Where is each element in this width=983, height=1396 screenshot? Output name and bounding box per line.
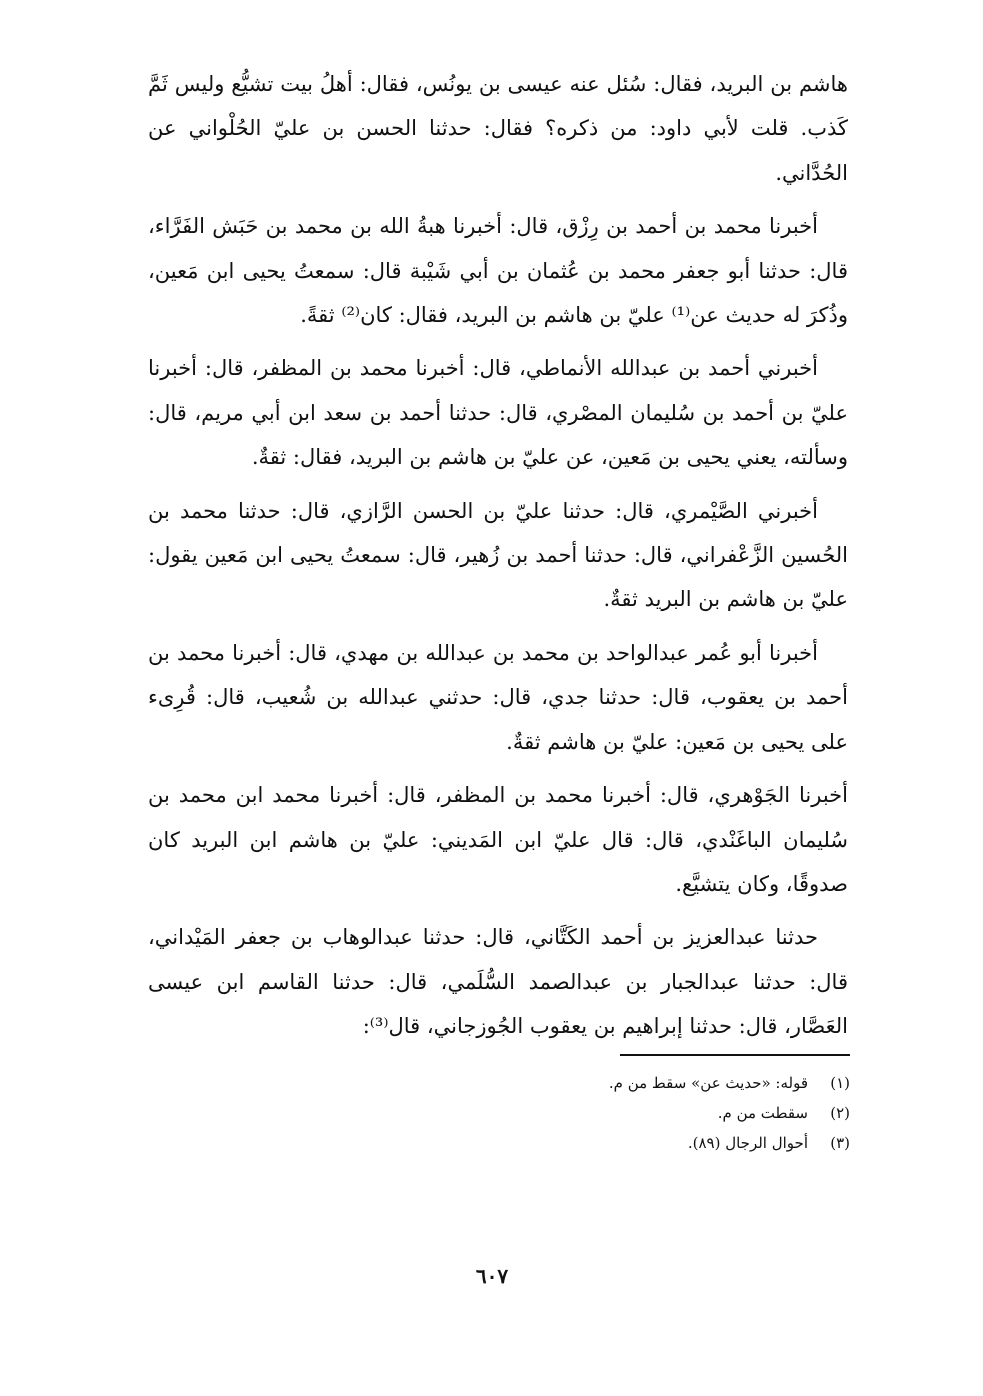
paragraph-4: أخبرني الصَّيْمري، قال: حدثنا عليّ بن الحسن الرَّازي، قال: حدثنا محمد بن الحُسين الزَّعْفراني، قال: حدثنا أحمد بن زُهير، قال: سمعتُ يحيى ابن مَعين يقول: عليّ بن هاشم بن البريد ثقةٌ. [148, 498, 848, 612]
page-number: ٦٠٧ [475, 1264, 509, 1288]
paragraph-6: أخبرنا الجَوْهري، قال: أخبرنا محمد بن المظفر، قال: أخبرنا محمد ابن محمد بن سُليمان الباغَنْدي، قال: قال عليّ ابن المَديني: عليّ بن هاشم ابن البريد كان صدوقًا، وكان يتشيَّع. [148, 783, 848, 896]
footnote-number: (٣) [830, 1134, 850, 1152]
footnote-1 [420, 1068, 850, 1098]
footnotes [420, 1068, 850, 1158]
footnote-text: قوله: «حديث عن» سقط من م. [608, 1074, 808, 1092]
paragraph-7: حدثنا عبدالعزيز بن أحمد الكَتَّاني، قال: حدثنا عبدالوهاب بن جعفر المَيْداني، قال: حدثنا عبدالجبار بن عبدالصمد السُّلَمي، قال: حدثنا القاسم ابن عيسى العَصَّار، قال: حدثنا إبراهيم بن يعقوب الجُوزجاني، قال⁽³⁾: [148, 925, 848, 1039]
paragraph-3: أخبرني أحمد بن عبدالله الأنماطي، قال: أخبرنا محمد بن المظفر، قال: أخبرنا عليّ بن أحمد بن سُليمان المصْري، قال: حدثنا أحمد بن سعد ابن أبي مريم، قال: وسألته، يعني يحيى بن مَعين، عن عليّ بن هاشم بن البريد، فقال: ثقةٌ. [148, 356, 848, 470]
paragraph-1: هاشم بن البريد، فقال: سُئل عنه عيسى بن يونُس، فقال: أهلُ بيت تشيُّع وليس ثَمَّ كَذب. قلت لأبي داود: من ذكره؟ فقال: حدثنا الحسن بن عليّ الحُلْواني عن الحُدَّاني. [148, 72, 848, 185]
paragraph-5: أخبرنا أبو عُمر عبدالواحد بن محمد بن عبدالله بن مهدي، قال: أخبرنا محمد بن أحمد بن يعقوب، قال: حدثنا جدي، قال: حدثني عبدالله بن شُعيب، قال: قُرِىء على يحيى بن مَعين: عليّ بن هاشم ثقةٌ. [148, 640, 848, 754]
main-text [148, 62, 848, 1058]
footnote-number: (٢) [830, 1104, 850, 1122]
footnote-divider [620, 1054, 850, 1056]
footnote-number: (١) [830, 1074, 850, 1092]
footnote-text: أحوال الرجال (٨٩). [687, 1134, 808, 1152]
footnote-2 [420, 1098, 850, 1128]
footnote-text: سقطت من م. [717, 1104, 808, 1122]
paragraph-2: أخبرنا محمد بن أحمد بن رِزْق، قال: أخبرنا هبةُ الله بن محمد بن حَبَش الفَرَّاء، قال: حدثنا أبو جعفر محمد بن عُثمان بن أبي شَيْبة قال: سمعتُ يحيى ابن مَعين، وذُكرَ له حديث عن⁽¹⁾ عليّ بن هاشم بن البريد، فقال: كان⁽²⁾ ثقةً. [148, 214, 848, 328]
footnote-3 [420, 1128, 850, 1158]
